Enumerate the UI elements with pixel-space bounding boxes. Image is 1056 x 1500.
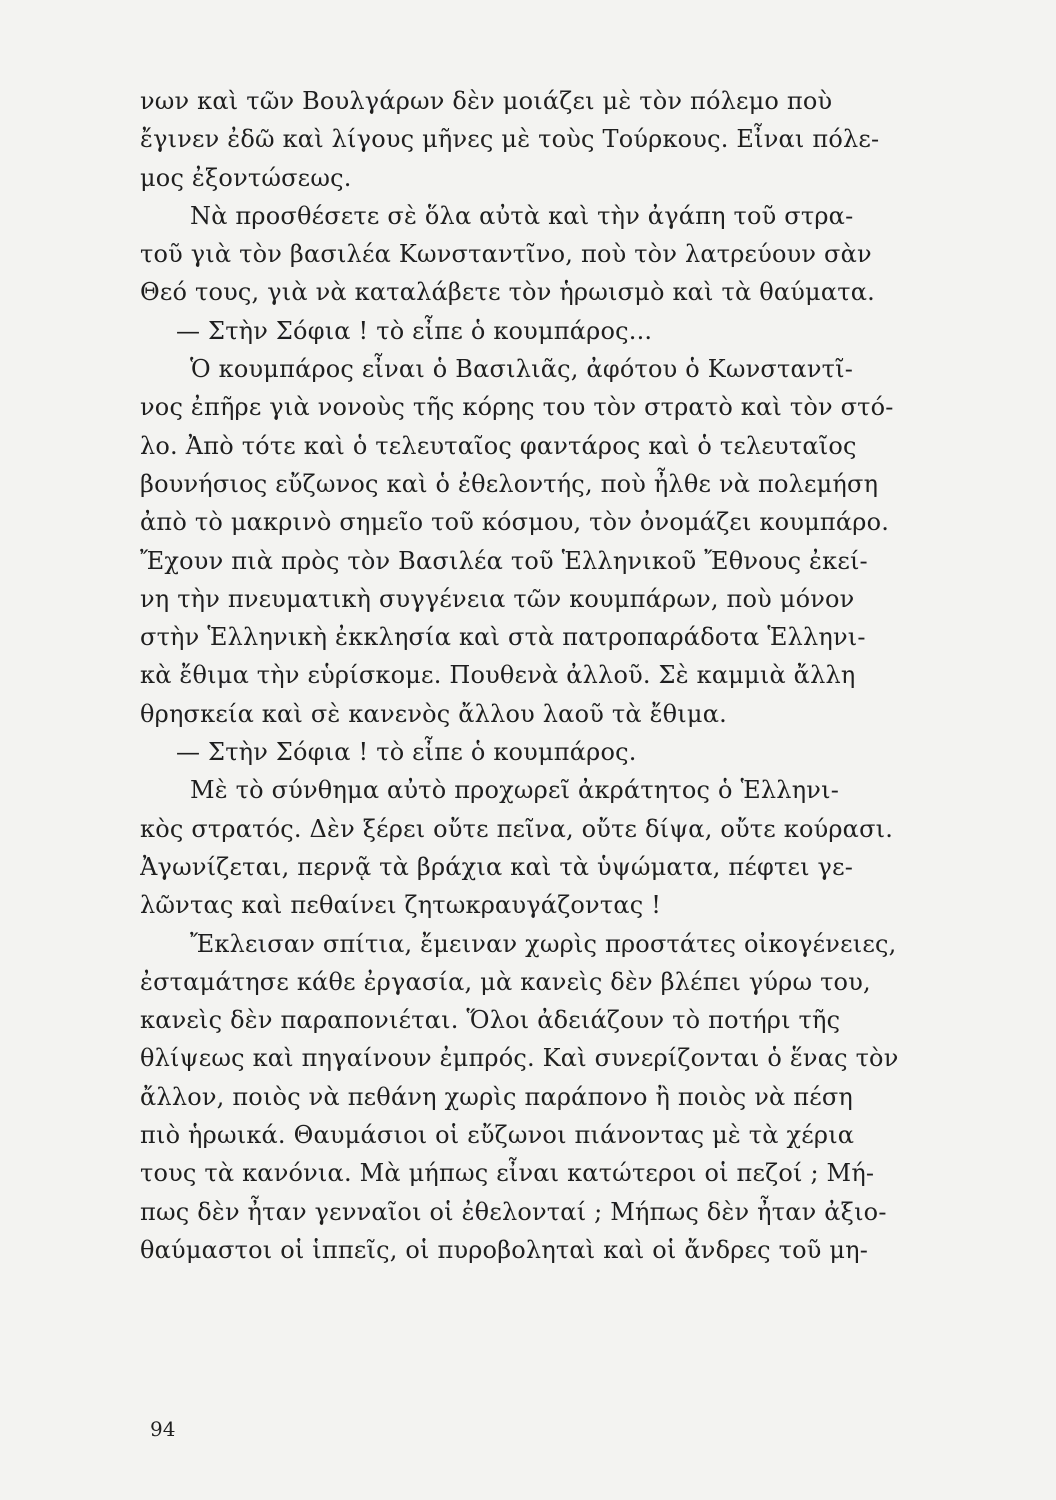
text-line: βουνήσιος εὔζωνος καὶ ὁ ἐθελοντής, ποὺ ἦλθε νὰ πολεμήση [140, 469, 879, 498]
page-number: 94 [150, 1417, 176, 1441]
dialogue-line: — Στὴν Σόφια ! τὸ εἶπε ὁ κουμπάρος... [176, 316, 653, 345]
paragraph-start-line: Ἔκλεισαν σπίτια, ἔμειναν χωρὶς προστάτες οἰκογένειες, [190, 929, 897, 958]
text-line: τοῦ γιὰ τὸν βασιλέα Κωνσταντῖνο, ποὺ τὸν λατρεύουν σὰν [140, 240, 872, 269]
paragraph-start-line: Μὲ τὸ σύνθημα αὐτὸ προχωρεῖ ἀκράτητος ὁ Ἑλληνι- [190, 776, 839, 805]
text-line: πιὸ ἡρωικά. Θαυμάσιοι οἱ εὔζωνοι πιάνοντας μὲ τὰ χέρια [140, 1121, 855, 1150]
text-line: λῶντας καὶ πεθαίνει ζητωκραυγάζοντας ! [140, 891, 662, 920]
text-line: νος ἐπῆρε γιὰ νονοὺς τῆς κόρης του τὸν στρατὸ καὶ τὸν στό- [140, 393, 894, 422]
text-line: θρησκεία καὶ σὲ κανενὸς ἄλλου λαοῦ τὰ ἔθιμα. [140, 699, 727, 728]
text-line: τους τὰ κανόνια. Μὰ μήπως εἶναι κατώτεροι οἱ πεζοί ; Μή- [140, 1159, 875, 1188]
text-line: κὸς στρατός. Δὲν ξέρει οὔτε πεῖνα, οὔτε δίψα, οὔτε κούρασι. [140, 814, 894, 843]
text-line: ἔγινεν ἐδῶ καὶ λίγους μῆνες μὲ τοὺς Τούρκους. Εἶναι πόλε- [140, 125, 880, 154]
paragraph-start-line: Νὰ προσθέσετε σὲ ὅλα αὐτὰ καὶ τὴν ἀγάπη τοῦ στρα- [190, 201, 854, 230]
text-line: νων καὶ τῶν Βουλγάρων δὲν μοιάζει μὲ τὸν πόλεμο ποὺ [140, 87, 833, 115]
text-line: πως δὲν ἦταν γενναῖοι οἱ ἐθελονταί ; Μήπως δὲν ἦταν ἀξιο- [140, 1197, 887, 1226]
text-line: Ἀγωνίζεται, περνᾷ τὰ βράχια καὶ τὰ ὑψώματα, πέφτει γε- [140, 852, 854, 881]
text-line: ἀπὸ τὸ μακρινὸ σημεῖο τοῦ κόσμου, τὸν ὀνομάζει κουμπάρο. [140, 508, 890, 537]
dialogue-line: — Στὴν Σόφια ! τὸ εἶπε ὁ κουμπάρος. [176, 738, 637, 767]
text-line: Θεό τους, γιὰ νὰ καταλάβετε τὸν ἡρωισμὸ καὶ τὰ θαύματα. [140, 278, 875, 307]
text-line: θαύμαστοι οἱ ἱππεῖς, οἱ πυροβοληταὶ καὶ οἱ ἄνδρες τοῦ μη- [140, 1235, 869, 1264]
body-text [140, 82, 998, 1269]
text-line: στὴν Ἑλληνικὴ ἐκκλησία καὶ στὰ πατροπαράδοτα Ἑλληνι- [140, 623, 866, 652]
text-line: κὰ ἔθιμα τὴν εὑρίσκομε. Πουθενὰ ἀλλοῦ. Σὲ καμμιὰ ἄλλη [140, 661, 856, 690]
text-line: κανεὶς δὲν παραπονιέται. Ὅλοι ἀδειάζουν τὸ ποτήρι τῆς [140, 1006, 841, 1035]
paragraph-start-line: Ὁ κουμπάρος εἶναι ὁ Βασιλιᾶς, ἀφότου ὁ Κωνσταντῖ- [190, 355, 854, 384]
text-line: λο. Ἀπὸ τότε καὶ ὁ τελευταῖος φαντάρος καὶ ὁ τελευταῖος [140, 431, 857, 460]
text-line: Ἔχουν πιὰ πρὸς τὸν Βασιλέα τοῦ Ἑλληνικοῦ Ἔθνους ἐκεί- [140, 546, 868, 575]
text-line: θλίψεως καὶ πηγαίνουν ἐμπρός. Καὶ συνερίζονται ὁ ἕνας τὸν [140, 1044, 899, 1073]
text-line: μος ἐξοντώσεως. [140, 163, 352, 192]
text-line: νη τὴν πνευματικὴ συγγένεια τῶν κουμπάρων, ποὺ μόνον [140, 584, 855, 613]
text-line: ἐσταμάτησε κάθε ἐργασία, μὰ κανεὶς δὲν βλέπει γύρω του, [140, 967, 871, 996]
text-line: ἄλλον, ποιὸς νὰ πεθάνη χωρὶς παράπονο ἢ ποιὸς νὰ πέση [140, 1082, 854, 1111]
